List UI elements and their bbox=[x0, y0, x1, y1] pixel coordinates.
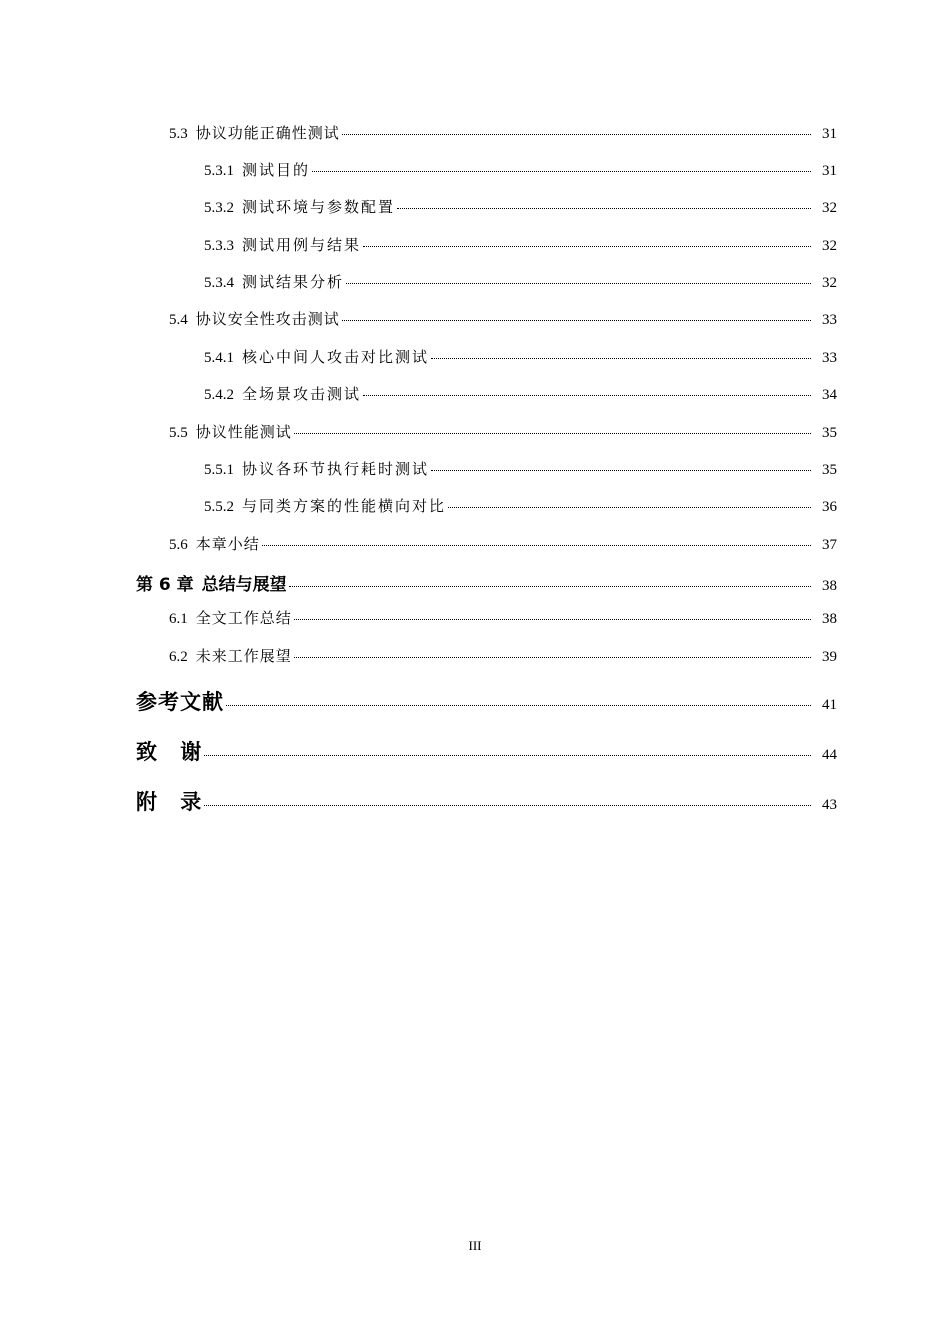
toc-entry-5-3-4[interactable] bbox=[0, 271, 950, 292]
toc-entry-label bbox=[136, 570, 287, 595]
toc-dot-leader bbox=[312, 170, 811, 172]
toc-entry-page: 31 bbox=[822, 163, 837, 179]
toc-dot-leader bbox=[262, 544, 811, 546]
toc-entry-5-4-2[interactable] bbox=[0, 383, 950, 404]
toc-entry-number: 6.2 bbox=[169, 649, 188, 665]
toc-entry-label bbox=[169, 308, 340, 329]
toc-entry-page: 33 bbox=[822, 312, 837, 328]
toc-dot-leader bbox=[204, 754, 811, 756]
toc-entry-page: 35 bbox=[822, 462, 837, 478]
toc-dot-leader bbox=[363, 245, 811, 247]
toc-dot-leader bbox=[431, 357, 811, 359]
toc-entry-label bbox=[169, 607, 292, 628]
toc-entry-number: 5.5.1 bbox=[204, 462, 234, 478]
toc-entry-number: 5.5 bbox=[169, 425, 188, 441]
toc-entry-label bbox=[204, 458, 429, 479]
toc-entry-page: 33 bbox=[822, 350, 837, 366]
toc-dot-leader bbox=[204, 804, 811, 806]
toc-dot-leader bbox=[294, 432, 811, 434]
toc-dot-leader bbox=[342, 133, 811, 135]
toc-entry-5-3-1[interactable] bbox=[0, 159, 950, 180]
toc-entry-acknowledgements[interactable] bbox=[0, 736, 950, 766]
toc-entry-page: 32 bbox=[822, 200, 837, 216]
toc-entry-label bbox=[204, 383, 361, 404]
toc-entry-number: 5.3.1 bbox=[204, 163, 234, 179]
toc-entry-title: 与同类方案的性能横向对比 bbox=[242, 499, 447, 515]
toc-entry-label bbox=[204, 234, 361, 255]
toc-dot-leader bbox=[294, 618, 811, 620]
toc-entry-page: 38 bbox=[822, 611, 837, 627]
toc-entry-page: 43 bbox=[822, 797, 837, 813]
toc-entry-title: 未来工作展望 bbox=[195, 649, 292, 665]
toc-entry-5-4-1[interactable] bbox=[0, 346, 950, 367]
toc-entry-label bbox=[169, 421, 292, 442]
toc-entry-5-5[interactable] bbox=[0, 421, 950, 442]
toc-entry-label bbox=[169, 122, 340, 143]
toc-entry-5-3-2[interactable] bbox=[0, 196, 950, 217]
toc-entry-page: 41 bbox=[822, 697, 837, 713]
toc-entry-chapter-6[interactable] bbox=[0, 570, 950, 595]
toc-entry-label bbox=[136, 686, 224, 716]
toc-entry-number: 第 6 章 bbox=[136, 575, 194, 595]
toc-entry-title: 致 谢 bbox=[136, 740, 203, 764]
toc-dot-leader bbox=[363, 394, 811, 396]
toc-entry-page: 39 bbox=[822, 649, 837, 665]
page-number-footer: III bbox=[468, 1238, 482, 1253]
toc-entry-title: 测试结果分析 bbox=[242, 275, 345, 291]
toc-entry-number: 5.6 bbox=[169, 537, 188, 553]
toc-entry-number: 5.5.2 bbox=[204, 499, 234, 515]
toc-entry-6-2[interactable] bbox=[0, 645, 950, 666]
toc-entry-page: 34 bbox=[822, 387, 837, 403]
toc-entry-title: 测试目的 bbox=[242, 163, 311, 179]
toc-entry-5-6[interactable] bbox=[0, 533, 950, 554]
toc-entry-title: 全文工作总结 bbox=[195, 611, 292, 627]
toc-entry-page: 44 bbox=[822, 747, 837, 763]
toc-entry-label bbox=[169, 533, 260, 554]
toc-entry-label bbox=[204, 196, 395, 217]
toc-dot-leader bbox=[226, 704, 811, 706]
toc-entry-label bbox=[204, 346, 429, 367]
toc-entry-page: 32 bbox=[822, 275, 837, 291]
toc-entry-title: 协议各环节执行耗时测试 bbox=[242, 462, 430, 478]
toc-entry-number: 5.3.4 bbox=[204, 275, 234, 291]
toc-entry-title: 参考文献 bbox=[136, 690, 224, 714]
toc-entry-label bbox=[204, 159, 310, 180]
toc-entry-number: 5.3.3 bbox=[204, 238, 234, 254]
toc-dot-leader bbox=[294, 656, 811, 658]
toc-entry-number: 5.4.1 bbox=[204, 350, 234, 366]
toc-entry-number: 5.4.2 bbox=[204, 387, 234, 403]
toc-dot-leader bbox=[342, 319, 811, 321]
toc-entry-5-5-1[interactable] bbox=[0, 458, 950, 479]
toc-entry-number: 6.1 bbox=[169, 611, 188, 627]
toc-entry-title: 总结与展望 bbox=[201, 575, 287, 595]
toc-entry-6-1[interactable] bbox=[0, 607, 950, 628]
toc-entry-label bbox=[136, 736, 202, 766]
toc-dot-leader bbox=[346, 282, 811, 284]
toc-dot-leader bbox=[397, 207, 811, 209]
toc-entry-label bbox=[136, 786, 202, 816]
toc-entry-5-4[interactable] bbox=[0, 308, 950, 329]
toc-entry-title: 协议功能正确性测试 bbox=[195, 126, 340, 142]
toc-entry-number: 5.4 bbox=[169, 312, 188, 328]
toc-entry-title: 测试环境与参数配置 bbox=[242, 200, 396, 216]
toc-entry-number: 5.3.2 bbox=[204, 200, 234, 216]
toc-entry-page: 32 bbox=[822, 238, 837, 254]
toc-entry-label bbox=[204, 495, 446, 516]
toc-entry-title: 附 录 bbox=[136, 790, 203, 814]
toc-entry-title: 测试用例与结果 bbox=[242, 238, 362, 254]
toc-entry-label bbox=[169, 645, 292, 666]
toc-entry-page: 37 bbox=[822, 537, 837, 553]
toc-entry-title: 协议安全性攻击测试 bbox=[195, 312, 340, 328]
toc-dot-leader bbox=[431, 469, 811, 471]
toc-entry-title: 本章小结 bbox=[195, 537, 260, 553]
toc-entry-page: 38 bbox=[822, 578, 837, 594]
toc-entry-title: 协议性能测试 bbox=[195, 425, 292, 441]
toc-entry-title: 核心中间人攻击对比测试 bbox=[242, 350, 430, 366]
toc-entry-appendix[interactable] bbox=[0, 786, 950, 816]
toc-entry-5-3[interactable] bbox=[0, 122, 950, 143]
toc-entry-page: 36 bbox=[822, 499, 837, 515]
toc-entry-label bbox=[204, 271, 344, 292]
toc-entry-5-5-2[interactable] bbox=[0, 495, 950, 516]
toc-dot-leader bbox=[448, 506, 811, 508]
toc-entry-number: 5.3 bbox=[169, 126, 188, 142]
toc-dot-leader bbox=[289, 585, 811, 587]
toc-entry-5-3-3[interactable] bbox=[0, 234, 950, 255]
toc-entry-title: 全场景攻击测试 bbox=[242, 387, 362, 403]
toc-entry-references[interactable] bbox=[0, 686, 950, 716]
toc-entry-page: 35 bbox=[822, 425, 837, 441]
toc-entry-page: 31 bbox=[822, 126, 837, 142]
